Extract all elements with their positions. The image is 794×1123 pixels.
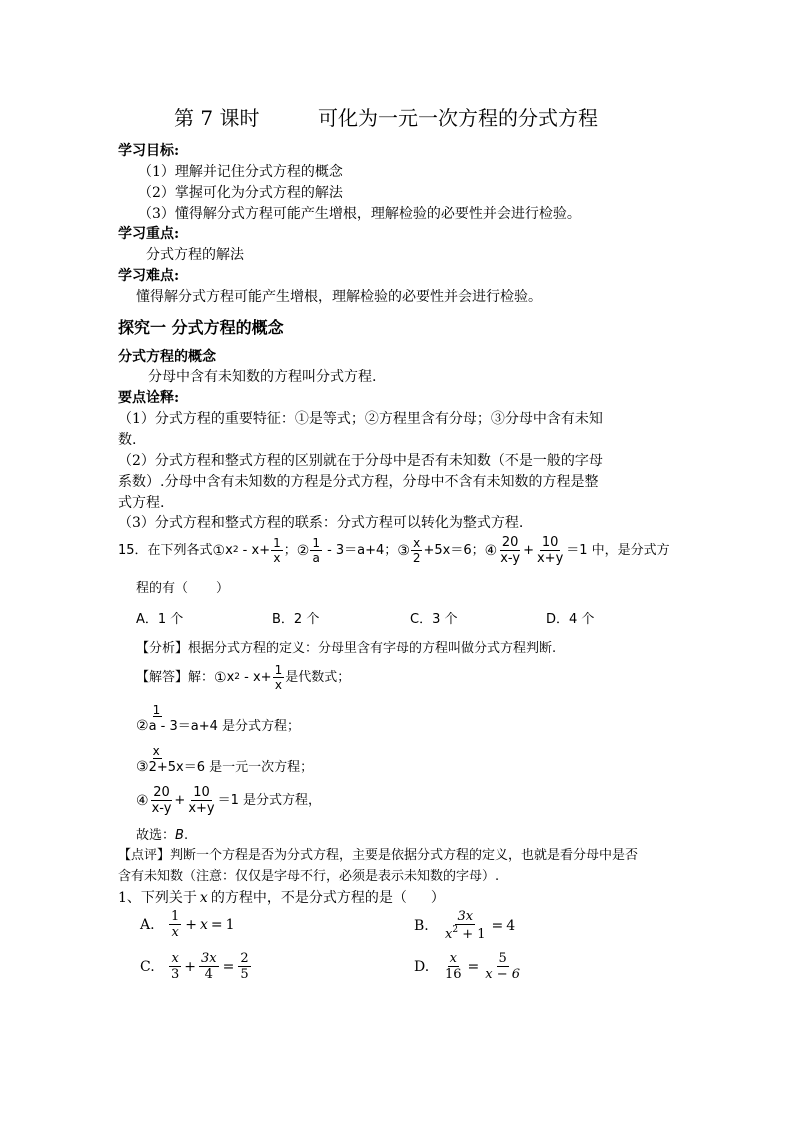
expr3-den: 2 [412,551,421,565]
difficulty-text: 懂得解分式方程可能产生增根，理解检验的必要性并会进行检验。 [136,289,542,305]
note-2-line-1: （2）分式方程和整式方程的区别就在于分母中是否有未知数（不是一般的字母 [118,453,603,469]
q1-a-x: x [200,916,208,933]
r2-text: a - 3＝a+4 是分式方程； [148,719,301,734]
q15-line2: 程的有（ [136,581,189,596]
q1-d-num-1: x [449,951,457,966]
question-15-line-2 [136,582,229,595]
notes-heading: 要点诠释: [118,390,180,406]
q1-label-a: A. [140,916,155,933]
concept-heading: 分式方程的概念 [118,349,216,365]
note-3: （3）分式方程和整式方程的联系：分式方程可以转化为整式方程. [118,515,524,531]
expr4-num-2: 10 [541,535,559,550]
q1-label-d: D. [414,958,430,975]
option-c: C．3 个 [410,612,458,627]
q1-d-eq: = [467,958,480,975]
answer-line-1 [136,664,350,691]
q15-line2-end: ） [216,581,230,596]
answer-line-3 [136,745,313,774]
comment-line-2: 含有未知数（注意：仅仅是字母不行，必须是表示未知数的字母）. [118,869,500,884]
r4-den-2: x+y [188,801,215,816]
note-1-line-1: （1）分式方程的重要特征：①是等式；②方程里含有分母；③分母中含有未知 [118,411,603,427]
expr2-rest: - 3＝a+4； [322,543,398,558]
expr1-x: x [225,543,233,558]
r2-num: 1 [152,703,161,717]
r2-group [149,704,300,733]
circle-4: ④ [484,542,498,559]
lesson-topic: 可化为一元一次方程的分式方程 [318,106,598,130]
q1-c-eq: = [222,958,235,975]
answer-circle-4: ④ [136,792,149,809]
expr3-num: x [413,536,421,550]
q1-c-frac-1 [169,952,181,981]
q1-option-a [140,910,235,939]
q1-d-frac-2 [483,952,522,981]
r1-text: 是代数式； [285,670,351,685]
q1-a-eq: = [210,916,223,933]
expr1-exp: 2 [232,545,239,555]
q1-stem-x: x [199,890,208,906]
q1-d-den-2: x − 6 [485,967,521,982]
r4-num-2: 10 [193,785,210,800]
q1-stem-end: ） [430,890,445,906]
q1-label-c: C. [140,958,155,975]
expr2-num: 1 [312,536,320,550]
r1-mid: - x+ [240,670,272,685]
expr1-mid: - x+ [238,543,271,558]
q1-c-frac-3 [238,952,250,981]
answer-circle-3: ③ [136,759,149,775]
circle-2: ② [296,542,310,559]
note-1-line-2: 数. [118,432,137,448]
q1-b-den-exp: 2 [452,925,459,935]
q1-b-frac [443,910,488,941]
expr1-sep: ； [283,543,297,558]
q1-a-rhs: 1 [225,916,235,933]
circle-1: ① [212,542,226,559]
q1-b-num: 3x [457,909,474,924]
question-1-stem [118,891,445,905]
answer-circle-2: ② [136,718,149,734]
q1-b-den-rest: + 1 [458,927,486,942]
expr4-plus: + [523,543,534,558]
page-title [174,108,259,128]
q1-b-den-x: x [445,927,453,942]
expr4-frac-2 [535,536,565,565]
r3-den: 2 [148,760,157,775]
objective-1: （1）理解并记住分式方程的概念 [138,164,343,180]
q1-b-rhs: 4 [506,917,516,934]
q1-option-d [414,952,523,981]
circle-3: ③ [397,542,410,559]
r3-line [149,761,314,774]
expr4-rest: ＝1 中，是分式方 [566,543,670,558]
q15-prefix: 15．在下列各式 [118,543,213,558]
r4-text: ＝1 是分式方程， [217,793,322,808]
note-2-line-3: 式方程. [118,495,165,511]
concept-text: 分母中含有未知数的方程叫分式方程. [148,369,377,385]
q1-stem-a: 1、下列关于 [118,890,197,906]
q1-c-den-3: 5 [240,967,249,982]
expr2-den: a [312,551,320,565]
r4-den-1: x-y [151,801,172,816]
q1-c-den-1: 3 [171,967,180,982]
expr2-frac [310,537,322,564]
r1-frac [273,664,285,691]
expr4-frac-1 [498,536,522,565]
r3-frac-line [153,758,162,759]
objective-3: （3）懂得解分式方程可能产生增根，理解检验的必要性并会进行检验。 [138,206,581,222]
option-a: A．1 个 [136,612,184,627]
q1-d-den-1: 16 [445,967,462,982]
q1-stem-b: 的方程中，不是分式方程的是（ [210,890,407,906]
q1-label-b: B. [414,917,429,934]
choice-label: 故选： [136,828,176,843]
key-point-text: 分式方程的解法 [146,247,244,263]
q1-c-num-2: 3x [201,951,217,966]
answer-line-2 [136,704,300,733]
expr1-frac [271,537,283,564]
r1-den: x [274,678,282,692]
q1-a-plus: + [185,916,198,933]
section-heading: 探究一 分式方程的概念 [118,318,284,337]
q1-c-num-3: 2 [240,951,249,966]
q1-b-eq: = [491,917,504,934]
analysis: 【分析】根据分式方程的定义：分母里含有字母的方程叫做分式方程判断. [136,641,557,656]
choice-letter: B [175,828,184,843]
q1-a-num: 1 [171,909,180,924]
objectives-heading: 学习目标: [118,143,180,159]
expr3-rest: +5x＝6； [423,543,485,558]
question-15-stem [118,536,670,565]
q1-c-num-1: x [171,951,179,966]
expr1-num: 1 [273,536,281,550]
expr4-den-2: x+y [536,551,564,566]
q1-d-frac-1 [443,952,464,981]
objective-2: （2）掌握可化为分式方程的解法 [138,185,343,201]
r4-frac-2 [186,786,216,815]
r4-num-1: 20 [153,785,170,800]
expr4-num-1: 20 [501,535,519,550]
r4-plus: + [174,793,186,808]
note-2-line-2: 系数）.分母中含有未知数的方程是分式方程，分母中不含有未知数的方程是整 [118,474,599,490]
q1-c-frac-2 [199,952,219,981]
comment-line-1: 【点评】判断一个方程是否为分式方程，主要是依据分式方程的定义，也就是看分母中是否 [118,848,639,863]
r3-text: +5x＝6 是一元一次方程； [156,760,314,775]
q1-a-den: x [171,925,179,940]
r1-x: x [226,670,235,685]
expr4-den-1: x-y [500,551,521,566]
r3-group [149,745,314,774]
answer-line-4 [136,786,321,815]
answer-circle-1: ① [214,669,227,686]
r4-frac-1 [150,786,174,815]
final-choice [136,829,188,842]
r1-exp: 2 [234,672,241,682]
r2-frac-line [153,716,162,717]
q1-c-den-2: 4 [204,967,213,982]
expr3-frac [411,537,423,564]
choice-period: . [183,828,189,843]
option-b: B．2 个 [272,612,320,627]
answer-prefix: 【解答】解： [136,670,215,685]
q1-a-frac [169,910,181,939]
q1-c-plus: + [184,958,197,975]
q1-b-den [443,925,488,941]
option-d: D．4 个 [546,612,595,627]
key-point-heading: 学习重点: [118,226,180,242]
expr1-den: x [273,551,281,565]
q1-option-b [414,910,515,941]
q1-d-num-2: 5 [498,951,507,966]
r3-num: x [152,744,160,758]
q1-option-c [140,952,252,981]
lesson-number: 第 7 课时 [174,106,260,130]
difficulty-heading: 学习难点: [118,268,180,284]
r1-num: 1 [274,663,283,677]
